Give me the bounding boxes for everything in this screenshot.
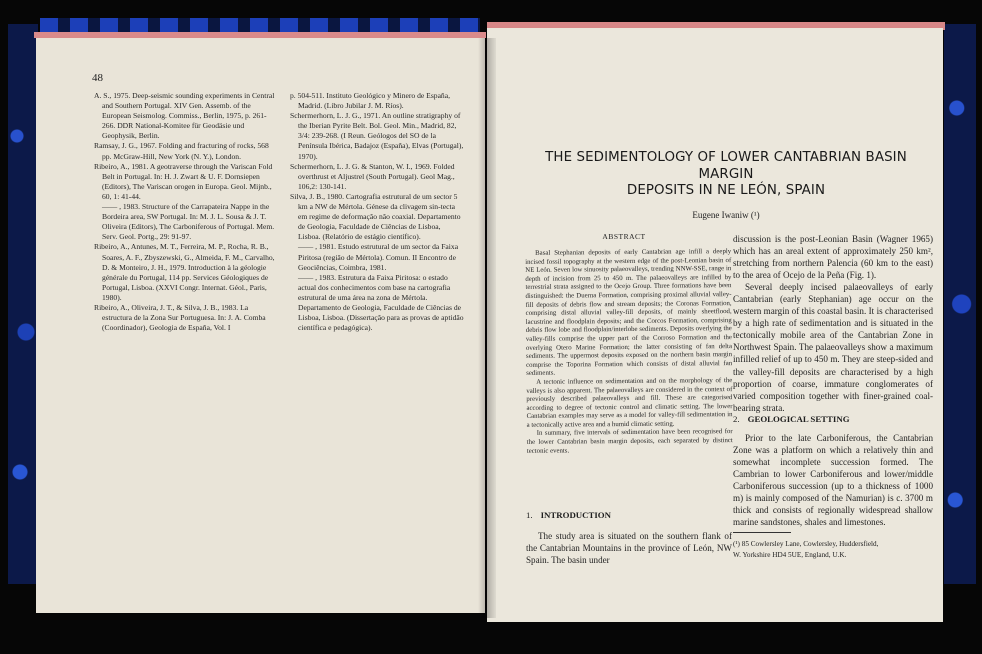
section-heading-geological-setting: [733, 414, 850, 424]
section-title: INTRODUCTION: [540, 510, 611, 520]
article-title: [520, 150, 932, 200]
references-column-2: [290, 91, 464, 333]
reference-entry: Ribeiro, A., Antunes, M. T., Ferreira, M. P., Rocha, R. B., Soares, A. F., Zbyszewski, G., Almeida, F. M., Carvalho, D. & Monteiro, J. H., 1979. Introduction à la géologie générale du Portugal, 114 pp. Services Géologiques de Portugal, Lisboa. (XXVI Congr. Internat. Géol., Paris, 1980).: [94, 242, 275, 302]
footnote-line: (¹) 85 Cowlersley Lane, Cowlersley, Huddersfield,: [733, 540, 879, 548]
reference-entry: Ribeiro, A., 1981. A geotraverse through the Variscan Fold Belt in Portugal. In: H. J. Zwart & U. F. Dornsiepen (Editors), The Variscan orogen in Europa. Geol. Mijnb., 60, 1: 41-44.: [94, 161, 273, 201]
cover-marbled-edge-left: [8, 24, 38, 584]
abstract-paragraph: In summary, five intervals of sedimentation have been recognised for the lower Cantabrian basin margin deposits, each separated by distinct tectonic events.: [526, 428, 733, 455]
geological-setting-text: [733, 432, 933, 528]
article-author: Eugene Iwaniw (¹): [692, 210, 760, 220]
section-title: GEOLOGICAL SETTING: [747, 414, 850, 424]
body-paragraph: Several deeply incised palaeovalleys of early Cantabrian (early Stephanian) age occur on the western margin of this coastal basin. It is characterised by a high rate of sedimentation and is situated in the tectonically mobile area of the Cantabrian Zone in Northwest Spain. The palaeovalleys show a maximum infilled relief of up to 450 m. They are steep-sided and the valley-fill deposits are characterised by a high proportion of coarse, immature conglomerates of varied composition together with finer-grained coal-bearing strata.: [733, 282, 933, 413]
introduction-text: [526, 530, 732, 566]
reference-entry: Schermerhorn, L. J. G. & Stanton, W. I., 1969. Folded overthrust et Aljustrel (South Portugal). Geol Mag., 106,2: 130-141.: [290, 161, 455, 191]
reference-entry: Ramsay, J. G., 1967. Folding and fracturing of rocks, 568 pp. McGraw-Hill, New York (N. Y.), London.: [94, 141, 269, 161]
reference-entry: Silva, J. B., 1980. Cartografia estrutural de um sector 5 km a NW de Mértola. Génese da clivagem sin-tecta em regime de deformação não coaxial. Departamento de Geologia, Faculdade de Ciências de Lisboa, Lisboa. (Relatório de estágio científico).: [290, 191, 461, 242]
cover-marbled-edge-right: [944, 24, 976, 584]
footnote-rule: [733, 532, 791, 533]
abstract-heading: ABSTRACT: [602, 232, 646, 241]
article-title-line-1: THE SEDIMENTOLOGY OF LOWER CANTABRIAN BASIN MARGIN: [545, 150, 907, 182]
reference-entry: p. 504-511. Instituto Geológico y Minero de España, Madrid. (Libro Jubilar J. M. Ríos).: [290, 91, 451, 111]
reference-entry: —— , 1983. Estrutura da Faixa Piritosa: o estado actual dos conhecimentos com base na cartografia estrutural de uma área na zona de Mértola. Departamento de Geologia, Faculdade de Ciências de Lisboa, Lisboa. (Dissertação para as provas de aptidão científica e pedagógica).: [298, 272, 464, 333]
reference-entry: —— , 1981. Estudo estrutural de um sector da Faixa Piritosa (região de Mértola). Comun. II Encontro de Geociências, Coimbra, 1981.: [298, 242, 459, 272]
book-gutter: [478, 38, 496, 618]
right-column-text: [733, 233, 933, 414]
reference-entry: A. S., 1975. Deep-seismic sounding experiments in Central and Southern Portugal. XIV Gen. Assemb. of the European Seismolog. Commiss., Berlin, 1975, p. 261-266. DDR National-Komitee für Geodäsie und Geophysik, Berlin.: [94, 91, 275, 141]
abstract-body: [525, 248, 733, 456]
abstract-paragraph: Basal Stephanian deposits of early Cantabrian age infill a deeply incised fossil topography at the western edge of the post-Leonian basin of NE León. Seven low sinuosity palaeovalleys, trending NNW-SSE, range in depth of incision from 25 to 450 m. The palaeovalleys are infilled by terrestrial strata assigned to the Ocejo Group. Three formations have been distinguished: the Duerna Formation, comprising proximal alluvial valley-fill deposits of debris flow and stream deposits; the Coronas Formation, comprising distal alluvial valley-fill deposits, of mainly sheetflood, lacustrine and floodplain deposits; and the Corcos Formation, comprising debris flow lobe and floodplain/interlobe sediments. Deposits overlying the valley-fills comprise the upper part of the Corroso Formation and the overlying Otero Marine Formation; the latter consisting of fan delta sediments. The uppermost deposits exposed on the northern basin margin comprise the Toporina Formation which consists of distal alluvial fan sediments.: [525, 248, 733, 378]
body-paragraph: discussion is the post-Leonian Basin (Wagner 1965) which has an areal extent of approximately 250 km², stretching from northern Palencia (60 km to the east) to the area of Ocejo de la Peña (Fig. 1).: [733, 234, 933, 281]
references-column-1: [94, 91, 278, 333]
reference-entry: —— , 1983. Structure of the Carrapateira Nappe in the Bordeira area, SW Portugal. In: M. J. L. Sousa & J. T. Oliveira (Editors), The Carboniferous of Portugal. Mem. Serv. Geol. Portg., 29: 91-97.: [102, 202, 275, 242]
body-paragraph: The study area is situated on the southern flank of the Cantabrian Mountains in the province of León, NW Spain. The basin under: [526, 531, 732, 566]
section-heading-introduction: [526, 510, 611, 520]
section-number: 2.: [733, 414, 740, 424]
article-title-line-2: DEPOSITS IN NE LEÓN, SPAIN: [626, 183, 826, 198]
author-footnote: [733, 539, 933, 560]
page-number: 48: [92, 72, 103, 84]
abstract-paragraph: A tectonic influence on sedimentation and on the morphology of the valleys is also apparent. The palaeovalleys are considered in the context of previously described palaeovalleys and fill. These are categorised according to degree of tectonic control and climatic setting. The lower Cantabrian examples may serve as a model for valley-fill sedimentation in a tectonically active area and a humid climatic setting.: [526, 377, 733, 429]
body-paragraph: Prior to the late Carboniferous, the Cantabrian Zone was a platform on which a relatively thin and somewhat incomplete succession formed. The Cambrian to lower Carboniferous and lower/middle Carboniferous succession (up to a thickness of 1000 m) is mainly composed of the Namurian) is c. 3700 m thick and consists of regionally widespread shallow marine sandstones, shales and limestones.: [733, 433, 933, 528]
reference-entry: Schermerhorn, L. J. G., 1971. An outline stratigraphy of the Iberian Pyrite Belt. Bol. Geol. Min., Madrid, 82, 3/4: 239-268. (I Reun. Geólogos del SO de la Península Ibérica, Badajoz (España), Elvas (Portugal), 1970).: [290, 111, 464, 161]
footnote-line: W. Yorkshire HD4 5UE, England, U.K.: [733, 550, 847, 559]
reference-entry: Ribeiro, A., Oliveira, J. T., & Silva, J. B., 1983. La estructura de la Zona Sur Portuguesa. In: J. A. Comba (Coordinador), Geologia de España, Vol. I: [94, 302, 266, 333]
section-number: 1.: [526, 510, 533, 520]
